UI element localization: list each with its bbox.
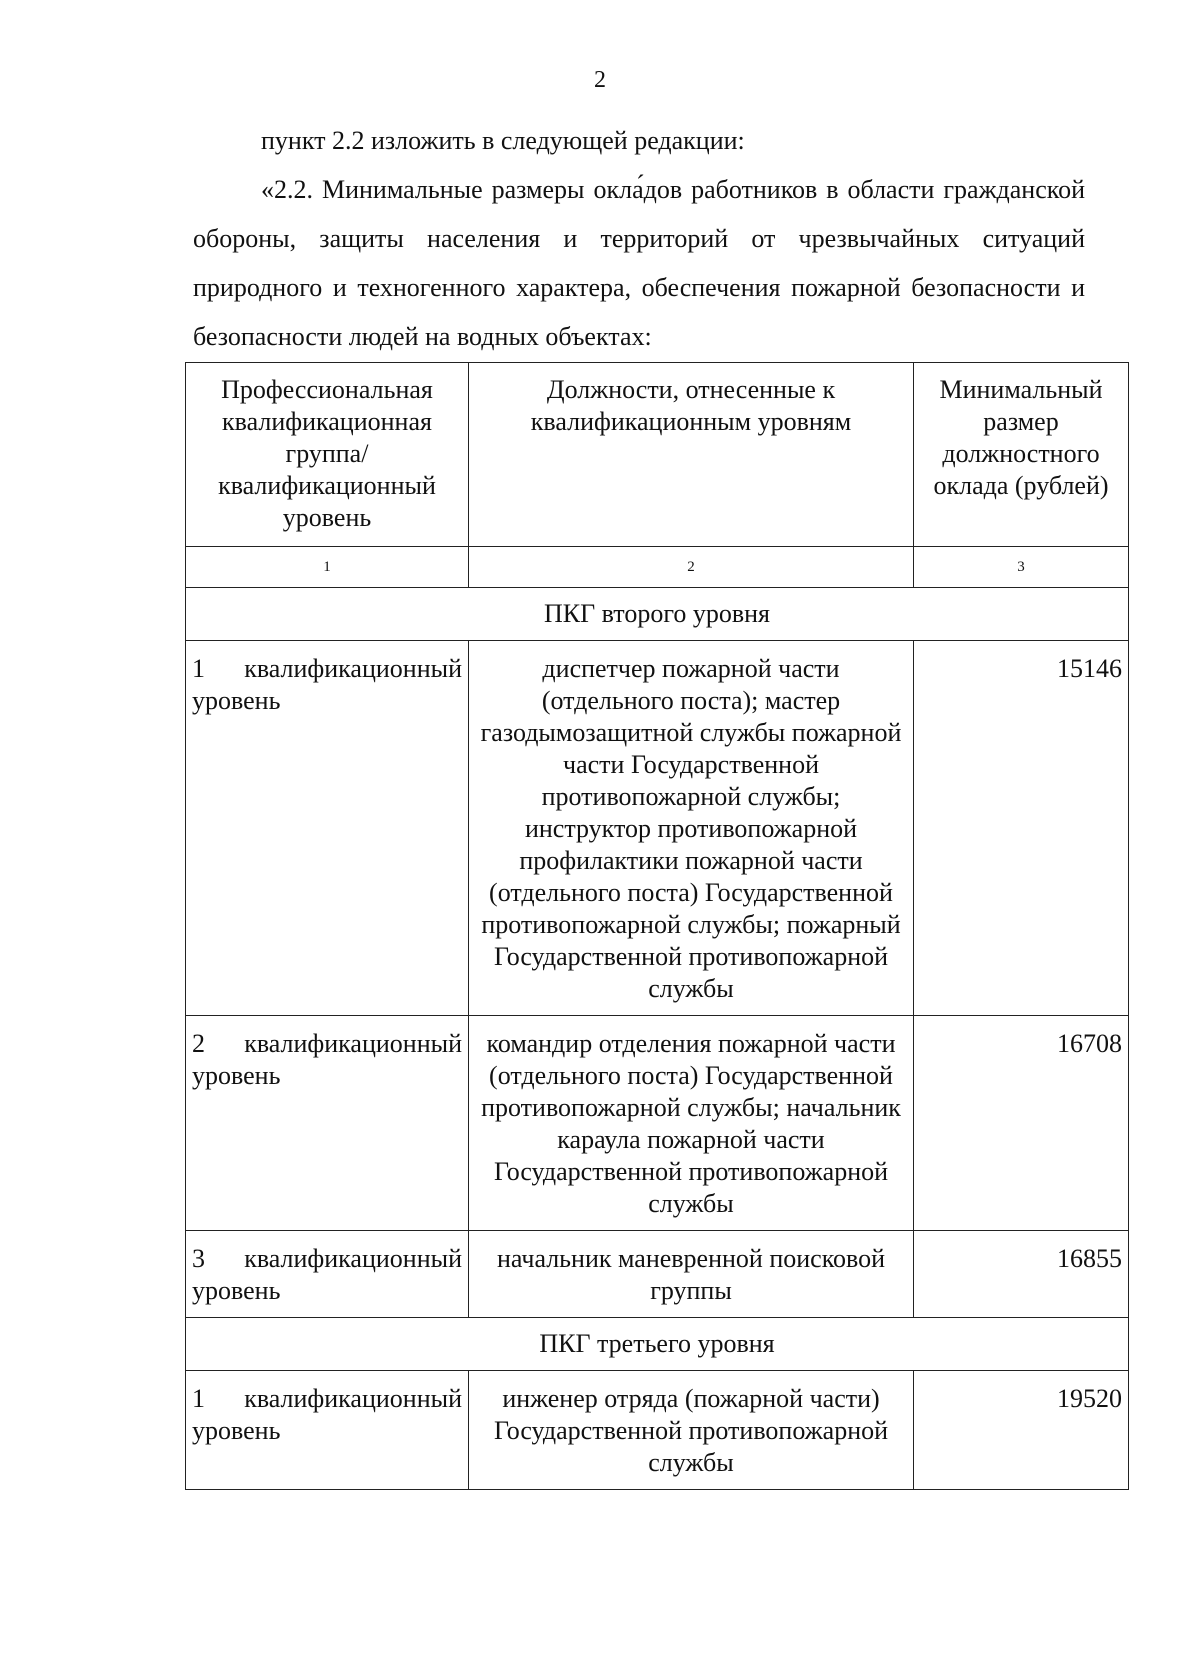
group-row: [186, 588, 1129, 641]
salary-table: [185, 362, 1129, 1490]
positions-cell: командир отделения пожарной части (отдельного поста) Государственной противопожарной службы; начальник караула пожарной части Государственной противопожарной службы: [469, 1016, 914, 1231]
level-cell: [186, 1371, 469, 1490]
group-title: ПКГ третьего уровня: [186, 1318, 1129, 1371]
level-cell: [186, 641, 469, 1016]
positions-cell: начальник маневренной поисковой группы: [469, 1231, 914, 1318]
table-row: [186, 1231, 1129, 1318]
level-word: квалификационный: [244, 1384, 462, 1413]
level-word: квалификационный: [244, 1244, 462, 1273]
level-cell: [186, 1016, 469, 1231]
level-tail: уровень: [192, 686, 281, 715]
page-number: 2: [594, 67, 606, 93]
positions-cell: инженер отряда (пожарной части) Государственной противопожарной службы: [469, 1371, 914, 1490]
salary-cell: 15146: [914, 641, 1129, 1016]
positions-cell: диспетчер пожарной части (отдельного поста); мастер газодымозащитной службы пожарной части Государственной противопожарной службы; инструктор противопожарной профилактики пожарной части (отдельного поста) Государственной противопожарной службы; пожарный Государственной противопожарной службы: [469, 641, 914, 1016]
salary-cell: 16708: [914, 1016, 1129, 1231]
column-number: 1: [186, 547, 469, 588]
intro-paragraph: «2.2. Минимальные размеры окла́дов работников в области гражданской обороны, защиты населения и территорий от чрезвычайных ситуаций природного и техногенного характера, обеспечения пожарной безопасности и безопасности людей на водных объектах:: [193, 175, 1085, 351]
level-number: 1: [192, 1384, 205, 1413]
level-number: 3: [192, 1244, 205, 1273]
salary-cell: 19520: [914, 1371, 1129, 1490]
table-row: [186, 641, 1129, 1016]
table-header-row: [186, 363, 1129, 547]
table-row: [186, 1371, 1129, 1490]
level-tail: уровень: [192, 1416, 281, 1445]
table-column-numbers-row: [186, 547, 1129, 588]
column-number: 2: [469, 547, 914, 588]
level-cell: [186, 1231, 469, 1318]
level-word: квалификационный: [244, 1029, 462, 1058]
salary-cell: 16855: [914, 1231, 1129, 1318]
column-number: 3: [914, 547, 1129, 588]
level-tail: уровень: [192, 1276, 281, 1305]
group-title: ПКГ второго уровня: [186, 588, 1129, 641]
header-positions: Должности, отнесенные к квалификационным уровням: [469, 363, 914, 547]
header-group-level: Профессиональная квалификационная группа/ квалификационный уровень: [186, 363, 469, 547]
intro-line: пункт 2.2 изложить в следующей редакции:: [261, 126, 745, 155]
level-word: квалификационный: [244, 654, 462, 683]
level-number: 1: [192, 654, 205, 683]
group-row: [186, 1318, 1129, 1371]
table-row: [186, 1016, 1129, 1231]
intro-text: [193, 116, 1085, 361]
header-min-salary: Минимальный размер должностного оклада (рублей): [914, 363, 1129, 547]
level-tail: уровень: [192, 1061, 281, 1090]
level-number: 2: [192, 1029, 205, 1058]
